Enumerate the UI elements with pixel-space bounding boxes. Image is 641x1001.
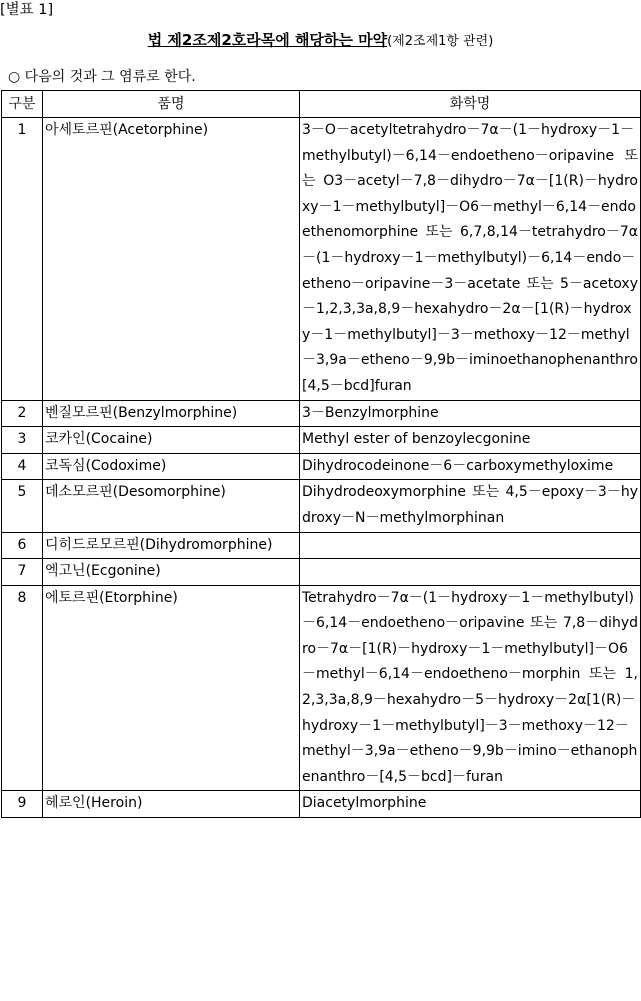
table-header-row <box>2 91 641 118</box>
header-chemical-name: 화학명 <box>300 91 641 118</box>
table-row <box>2 427 641 454</box>
scope-note: ○ 다음의 것과 그 염류로 한다. <box>8 69 196 85</box>
product-name: 아세토르핀(Acetorphine) <box>43 118 300 401</box>
header-product-name: 품명 <box>43 91 300 118</box>
row-number: 4 <box>2 453 43 480</box>
title-sub: (제2조제1항 관련) <box>387 34 494 49</box>
header-category: 구분 <box>2 91 43 118</box>
chemical-name <box>300 532 641 559</box>
chemical-name: Dihydrodeoxymorphine 또는 4,5－epoxy－3－hydroxy－N－methylmorphinan <box>300 480 641 532</box>
product-name: 디히드로모르핀(Dihydromorphine) <box>43 532 300 559</box>
row-number: 8 <box>2 585 43 791</box>
row-number: 9 <box>2 791 43 818</box>
product-name: 헤로인(Heroin) <box>43 791 300 818</box>
table-row <box>2 400 641 427</box>
chemical-name: Dihydrocodeinone－6－carboxymethyloxime <box>300 453 641 480</box>
row-number: 5 <box>2 480 43 532</box>
table-row <box>2 453 641 480</box>
appendix-label: [별표 1] <box>0 2 54 18</box>
product-name: 에토르핀(Etorphine) <box>43 585 300 791</box>
product-name: 코카인(Cocaine) <box>43 427 300 454</box>
chemical-name: 3－Benzylmorphine <box>300 400 641 427</box>
row-number: 7 <box>2 559 43 586</box>
table-row <box>2 585 641 791</box>
row-number: 2 <box>2 400 43 427</box>
product-name: 코독심(Codoxime) <box>43 453 300 480</box>
row-number: 6 <box>2 532 43 559</box>
table-row <box>2 559 641 586</box>
chemical-name: Diacetylmorphine <box>300 791 641 818</box>
row-number: 3 <box>2 427 43 454</box>
title-main: 법 제2조제2호라목에 해당하는 마약 <box>147 31 388 49</box>
chemical-name: 3－O－acetyltetrahydro－7α－(1－hydroxy－1－methylbutyl)－6,14－endoetheno－oripavine 또는 O3－acetyl－7,8－dihydro－7α－[1(R)－hydroxy－1－methylbutyl]－O6－methyl－6,14－endoethenomorphine 또는 6,7,8,14－tetrahydro－7α－(1－hydroxy－1－methylbutyl)－6,14－endo－etheno－oripavine－3－acetate 또는 5－acetoxy－1,2,3,3a,8,9－hexahydro－2α－[1(R)－hydroxy－1－methylbutyl]－3－methoxy－12－methyl－3,9a－etheno－9,9b－iminoethanophenanthro[4,5－bcd]furan <box>300 118 641 401</box>
product-name: 데소모르핀(Desomorphine) <box>43 480 300 532</box>
chemical-name: Methyl ester of benzoylecgonine <box>300 427 641 454</box>
chemical-name <box>300 559 641 586</box>
document-title <box>0 30 641 52</box>
table-row <box>2 118 641 401</box>
table-row <box>2 480 641 532</box>
chemical-name: Tetrahydro－7α－(1－hydroxy－1－methylbutyl)－6,14－endoetheno－oripavine 또는 7,8－dihydro－7α－[1(R)－hydroxy－1－methylbutyl]－O6－methyl－6,14－endoetheno－morphin 또는 1,2,3,3a,8,9－hexahydro－5－hydroxy－2α[1(R)－hydroxy－1－methylbutyl]－3－methoxy－12－methyl－3,9a－etheno－9,9b－imino－ethanophenanthro－[4,5－bcd]－furan <box>300 585 641 791</box>
product-name: 엑고닌(Ecgonine) <box>43 559 300 586</box>
row-number: 1 <box>2 118 43 401</box>
product-name: 벤질모르핀(Benzylmorphine) <box>43 400 300 427</box>
table-row <box>2 532 641 559</box>
narcotics-table <box>1 90 641 818</box>
table-row <box>2 791 641 818</box>
